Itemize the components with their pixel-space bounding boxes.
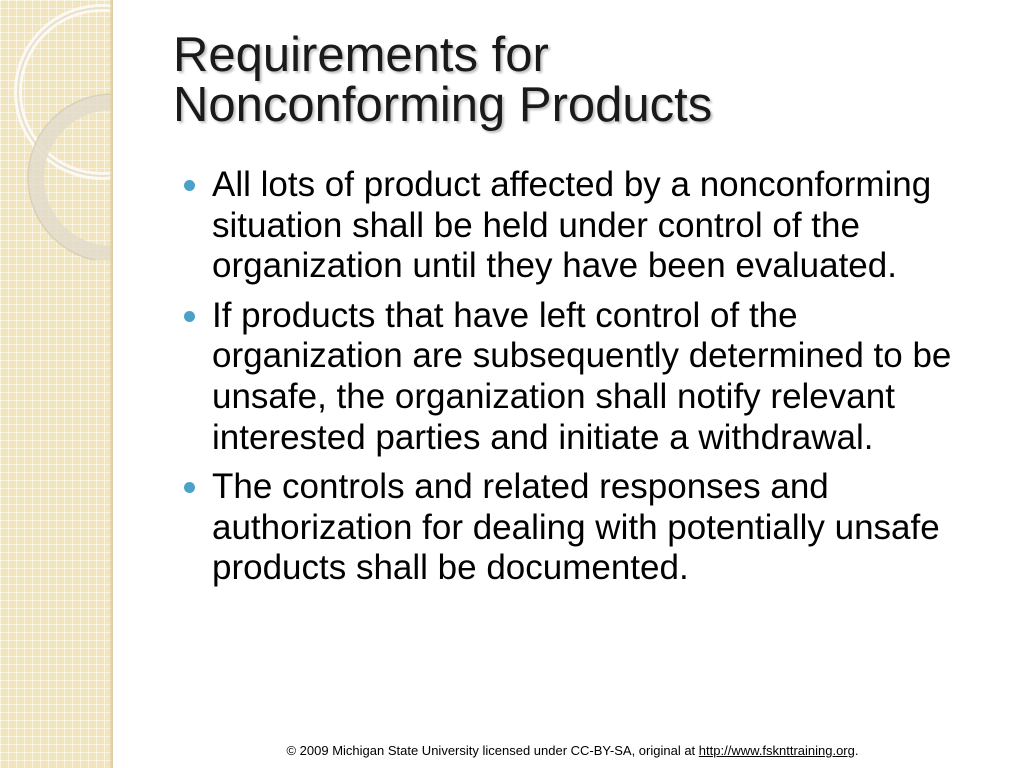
- bullet-dot-icon: [184, 482, 195, 493]
- bullet-text: All lots of product affected by a nonconforming situation shall be held under control of the organization until they have been evaluated.: [212, 165, 932, 286]
- bullet-item: [212, 296, 982, 458]
- footer-period: .: [854, 743, 859, 758]
- bullet-text: If products that have left control of the organization are subsequently determined to be unsafe, the organization shall notify relevant interested parties and initiate a withdrawal.: [212, 295, 952, 457]
- footer-text: © 2009 Michigan State University licensed under CC-BY-SA, original at: [286, 743, 699, 758]
- bullet-list: [212, 165, 982, 598]
- bullet-dot-icon: [184, 311, 195, 322]
- bullet-item: [212, 165, 982, 287]
- decorative-rings-graphic: [0, 0, 113, 260]
- slide-title-line-1: Requirements for: [173, 28, 549, 82]
- bullet-text: The controls and related responses and authorization for dealing with potentially unsafe products shall be documented.: [212, 467, 940, 588]
- footer-source-link[interactable]: http://www.fsknttraining.org: [698, 743, 855, 758]
- decorative-side-panel: [0, 0, 113, 768]
- footer-copyright: [0, 743, 1024, 758]
- slide-title-line-2: Nonconforming Products: [173, 78, 713, 132]
- bullet-item: [212, 467, 982, 589]
- bullet-dot-icon: [184, 180, 195, 191]
- slide-title: [173, 30, 993, 130]
